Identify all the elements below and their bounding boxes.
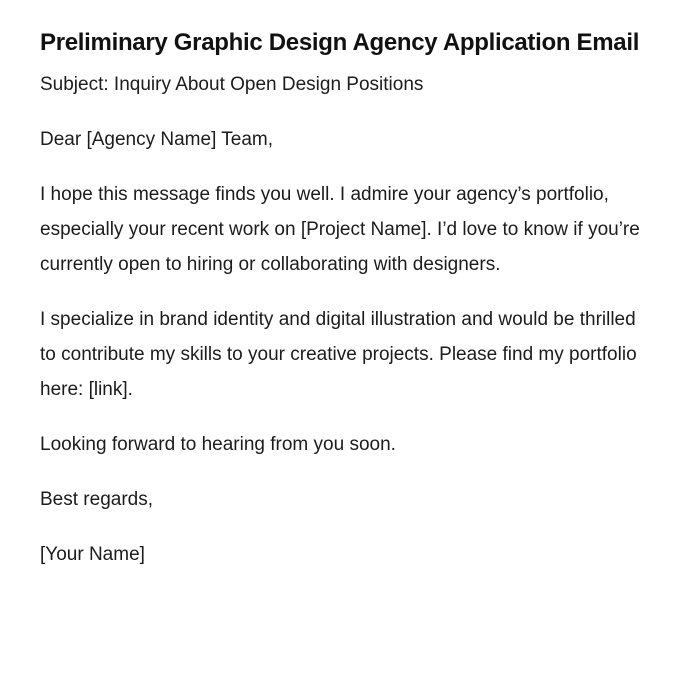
email-template-document — [40, 21, 640, 592]
email-body-paragraph-2: I specialize in brand identity and digital illustration and would be thrilled to contribute my skills to your creative projects. Please find my portfolio here: [link]. — [40, 309, 637, 400]
email-signature: [Your Name] — [40, 544, 145, 565]
email-subject-line: Subject: Inquiry About Open Design Positions — [40, 74, 424, 95]
email-sign-off: Best regards, — [40, 489, 153, 510]
email-greeting: Dear [Agency Name] Team, — [40, 129, 274, 150]
document-title: Preliminary Graphic Design Agency Application Email — [40, 29, 640, 56]
email-closing-line: Looking forward to hearing from you soon. — [40, 434, 396, 455]
email-body-paragraph-1: I hope this message finds you well. I admire your agency’s portfolio, especially your recent work on [Project Name]. I’d love to know if you’re currently open to hiring or collaborating with designers. — [40, 184, 640, 275]
